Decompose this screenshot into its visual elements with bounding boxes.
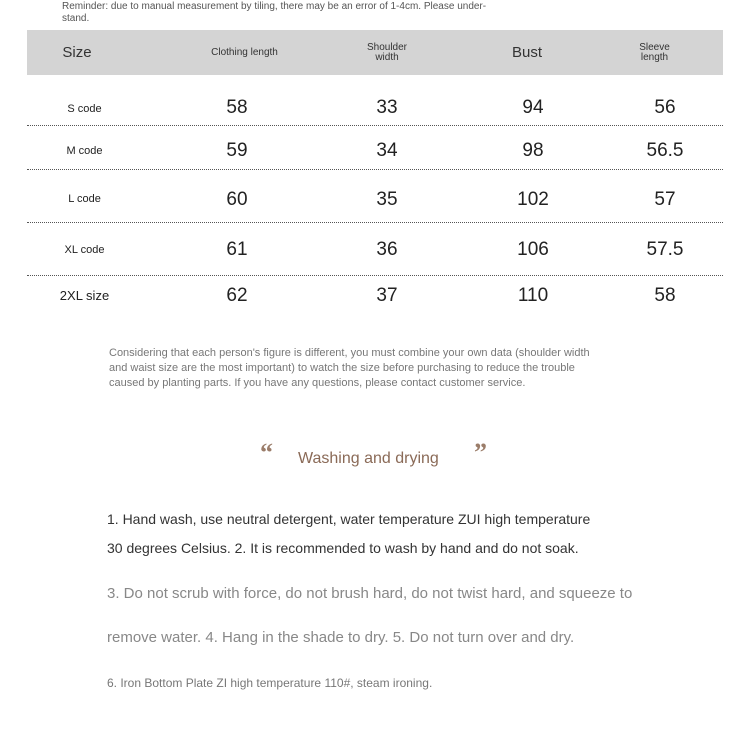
size-code: XL code	[64, 244, 105, 256]
washing-instruction-line: 1. Hand wash, use neutral detergent, water temperature ZUI high temperature	[107, 511, 591, 527]
clothing-length-value: 60	[226, 189, 248, 210]
size-table-header	[27, 30, 723, 75]
clothing-length-value: 59	[226, 140, 248, 161]
bust-value: 102	[517, 189, 549, 210]
bust-value: 110	[517, 285, 549, 306]
header-size: Size	[62, 44, 92, 61]
header-clothing-length: Clothing length	[211, 47, 278, 58]
washing-section-heading	[258, 440, 498, 476]
clothing-length-value: 61	[226, 239, 248, 260]
reminder-line-1: Reminder: due to manual measurement by tiling, there may be an error of 1-4cm. Please under-	[62, 1, 487, 12]
note-line-2: and waist size are the most important) to watch the size before purchasing to reduce the trouble	[109, 362, 575, 374]
note-line-1: Considering that each person's figure is different, you must combine your own data (shoulder width	[109, 347, 590, 359]
row-divider	[27, 275, 723, 276]
bust-value: 98	[522, 140, 544, 161]
size-advice-note	[109, 346, 639, 391]
washing-instruction-line: 6. Iron Bottom Plate ZI high temperature 110#, steam ironing.	[107, 676, 433, 690]
header-sleeve-length	[607, 30, 702, 75]
shoulder-width-value: 36	[376, 239, 398, 260]
row-divider	[27, 169, 723, 170]
clothing-length-value: 58	[226, 97, 248, 118]
sleeve-length-value: 57.5	[646, 239, 684, 260]
washing-instruction-line: 3. Do not scrub with force, do not brush hard, do not twist hard, and squeeze to	[107, 585, 633, 602]
measurement-reminder	[62, 1, 532, 25]
shoulder-width-value: 35	[376, 189, 398, 210]
open-quote-mark: “	[260, 438, 273, 467]
header-bust: Bust	[511, 44, 542, 61]
header-sleeve-line-1: Sleeve	[639, 41, 670, 53]
header-shoulder-width	[337, 30, 437, 75]
reminder-line-2: stand.	[62, 13, 90, 24]
washing-title: Washing and drying	[298, 450, 439, 467]
sleeve-length-value: 56	[654, 97, 676, 118]
header-shoulder-line-2: width	[375, 51, 399, 63]
size-code: L code	[68, 193, 101, 205]
size-table	[27, 30, 723, 306]
note-line-3: caused by planting parts. If you have any questions, please contact customer service.	[109, 377, 526, 389]
sleeve-length-value: 56.5	[646, 140, 684, 161]
close-quote-mark: ”	[474, 438, 487, 467]
header-shoulder-line-1: Shoulder	[366, 41, 408, 53]
washing-instruction-line: remove water. 4. Hang in the shade to dry. 5. Do not turn over and dry.	[107, 629, 575, 646]
bust-value: 94	[522, 97, 544, 118]
shoulder-width-value: 34	[376, 140, 398, 161]
sleeve-length-value: 58	[654, 285, 676, 306]
bust-value: 106	[517, 239, 549, 260]
sleeve-length-value: 57	[654, 189, 676, 210]
row-divider	[27, 125, 723, 126]
shoulder-width-value: 37	[376, 285, 398, 306]
clothing-length-value: 62	[226, 285, 248, 306]
size-code: M code	[66, 145, 103, 157]
size-code: S code	[67, 103, 102, 115]
size-code: 2XL size	[59, 288, 110, 303]
row-divider	[27, 222, 723, 223]
washing-instruction-line: 30 degrees Celsius. 2. It is recommended to wash by hand and do not soak.	[107, 540, 579, 556]
shoulder-width-value: 33	[376, 97, 398, 118]
header-sleeve-line-2: length	[640, 51, 669, 63]
